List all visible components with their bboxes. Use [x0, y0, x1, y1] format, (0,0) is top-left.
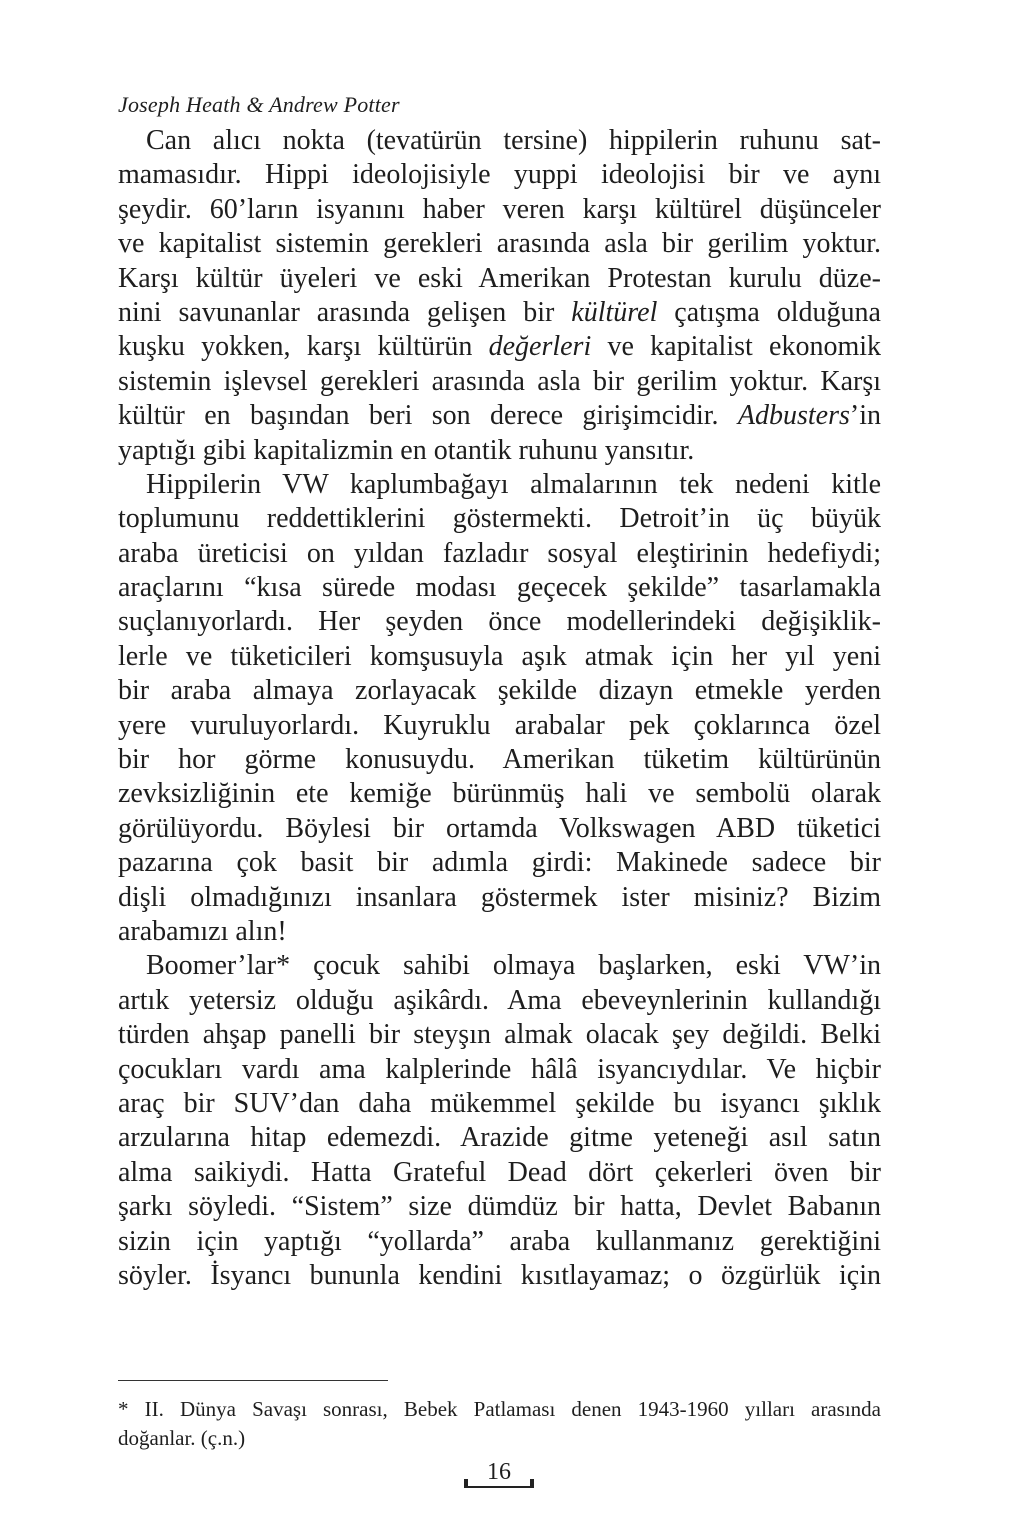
text-line: toplumunu reddettiklerini göstermekti. Detroit’in üç büyük	[118, 503, 881, 535]
italic-word: Adbusters	[737, 400, 850, 432]
text-line: bir araba almaya zorlayacak şekilde dizayn etmekle yerden	[118, 675, 881, 707]
text-line: araba üreticisi on yıldan fazladır sosyal eleştirinin hedefiydi;	[118, 537, 881, 569]
text-line: türden ahşap panelli bir steyşın almak olacak şey değildi. Belki	[118, 1019, 881, 1051]
footnote-divider	[118, 1380, 388, 1381]
text-segment: nini savunanlar arasında gelişen bir	[118, 296, 572, 328]
text-line	[118, 399, 881, 433]
text-line: Boomer’lar* çocuk sahibi olmaya başlarken, eski VW’in	[146, 950, 881, 982]
page-number: 16	[487, 1459, 511, 1485]
body-text	[118, 124, 881, 1293]
running-head: Joseph Heath & Andrew Potter	[118, 92, 400, 117]
footnote-line: doğanlar. (ç.n.)	[118, 1426, 246, 1450]
text-line: arabamızı alın!	[118, 915, 287, 947]
text-line: çocukları vardı ama kalplerinde hâlâ isyancıydılar. Ve hiçbir	[118, 1053, 881, 1085]
text-line: zevksizliğinin ete kemiğe bürünmüş hali ve sembolü olarak	[118, 778, 881, 810]
italic-word: değerleri	[488, 331, 592, 363]
text-line: araçlarını “kısa sürede modası geçecek şekilde” tasarlamakla	[118, 572, 881, 604]
text-line: mamasıdır. Hippi ideolojisiyle yuppi ideolojisi bir ve aynı	[118, 159, 881, 191]
text-line: artık yetersiz olduğu aşikârdı. Ama ebeveynlerinin kullandığı	[118, 984, 881, 1016]
footnote	[118, 1395, 881, 1453]
text-line: şeydir. 60’ların isyanını haber veren karşı kültürel düşünceler	[118, 193, 881, 225]
text-line: araç bir SUV’dan daha mükemmel şekilde bu isyancı şıklık	[118, 1087, 881, 1119]
text-line: bir hor görme konusuydu. Amerikan tüketim kültürünün	[118, 744, 881, 776]
text-line: görülüyordu. Böylesi bir ortamda Volkswagen ABD tüketici	[118, 812, 881, 844]
text-line: dişli olmadığınızı insanlara göstermek ister misiniz? Bizim	[118, 881, 881, 913]
text-segment: ’in	[849, 400, 881, 432]
text-line: söyler. İsyancı bununla kendini kısıtlayamaz; o özgürlük için	[118, 1259, 881, 1291]
text-line: sistemin işlevsel gerekleri arasında asla bir gerilim yoktur. Karşı	[118, 365, 881, 397]
text-segment: çatışma olduğuna	[657, 296, 881, 328]
page-number-tick-right	[530, 1479, 534, 1488]
text-line: Can alıcı nokta (tevatürün tersine) hippilerin ruhunu sat-	[146, 125, 881, 156]
text-line: sizin için yaptığı “yollarda” araba kullanmanız gerektiğini	[118, 1225, 881, 1257]
italic-word: kültürel	[571, 296, 658, 328]
text-line: Hippilerin VW kaplumbağayı almalarının tek nedeni kitle	[146, 468, 881, 500]
text-line: alma saikiydi. Hatta Grateful Dead dört çekerleri öven bir	[118, 1156, 881, 1188]
text-line: pazarına çok basit bir adımla girdi: Makinede sadece bir	[118, 847, 881, 879]
text-line: yaptığı gibi kapitalizmin en otantik ruhunu yansıtır.	[118, 434, 695, 466]
text-line: lerle ve tüketicileri komşusuyla aşık atmak için her yıl yeni	[118, 640, 881, 672]
text-line: Karşı kültür üyeleri ve eski Amerikan Protestan kurulu düze-	[118, 262, 881, 294]
text-line	[118, 296, 881, 330]
text-line: ve kapitalist sistemin gerekleri arasında asla bir gerilim yoktur.	[118, 228, 881, 260]
page-number-rule	[464, 1486, 534, 1488]
text-segment: kültür en başından beri son derece girişimcidir.	[118, 400, 738, 432]
text-segment: ve kapitalist ekonomik	[591, 331, 882, 363]
page-number-footer	[464, 1458, 534, 1488]
footnote-line: * II. Dünya Savaşı sonrası, Bebek Patlaması denen 1943-1960 yılları arasında	[118, 1397, 881, 1421]
text-line: şarkı söyledi. “Sistem” size dümdüz bir hatta, Devlet Babanın	[118, 1191, 881, 1223]
text-line	[118, 330, 881, 364]
text-line: yere vuruluyorlardı. Kuyruklu arabalar pek çoklarınca özel	[118, 709, 881, 741]
text-segment: kuşku yokken, karşı kültürün	[118, 331, 489, 363]
page-number-tick-left	[464, 1479, 468, 1488]
text-line: suçlanıyorlardı. Her şeyden önce modellerindeki değişiklik-	[118, 606, 881, 638]
text-line: arzularına hitap edemezdi. Arazide gitme yeteneği asıl satın	[118, 1122, 881, 1154]
